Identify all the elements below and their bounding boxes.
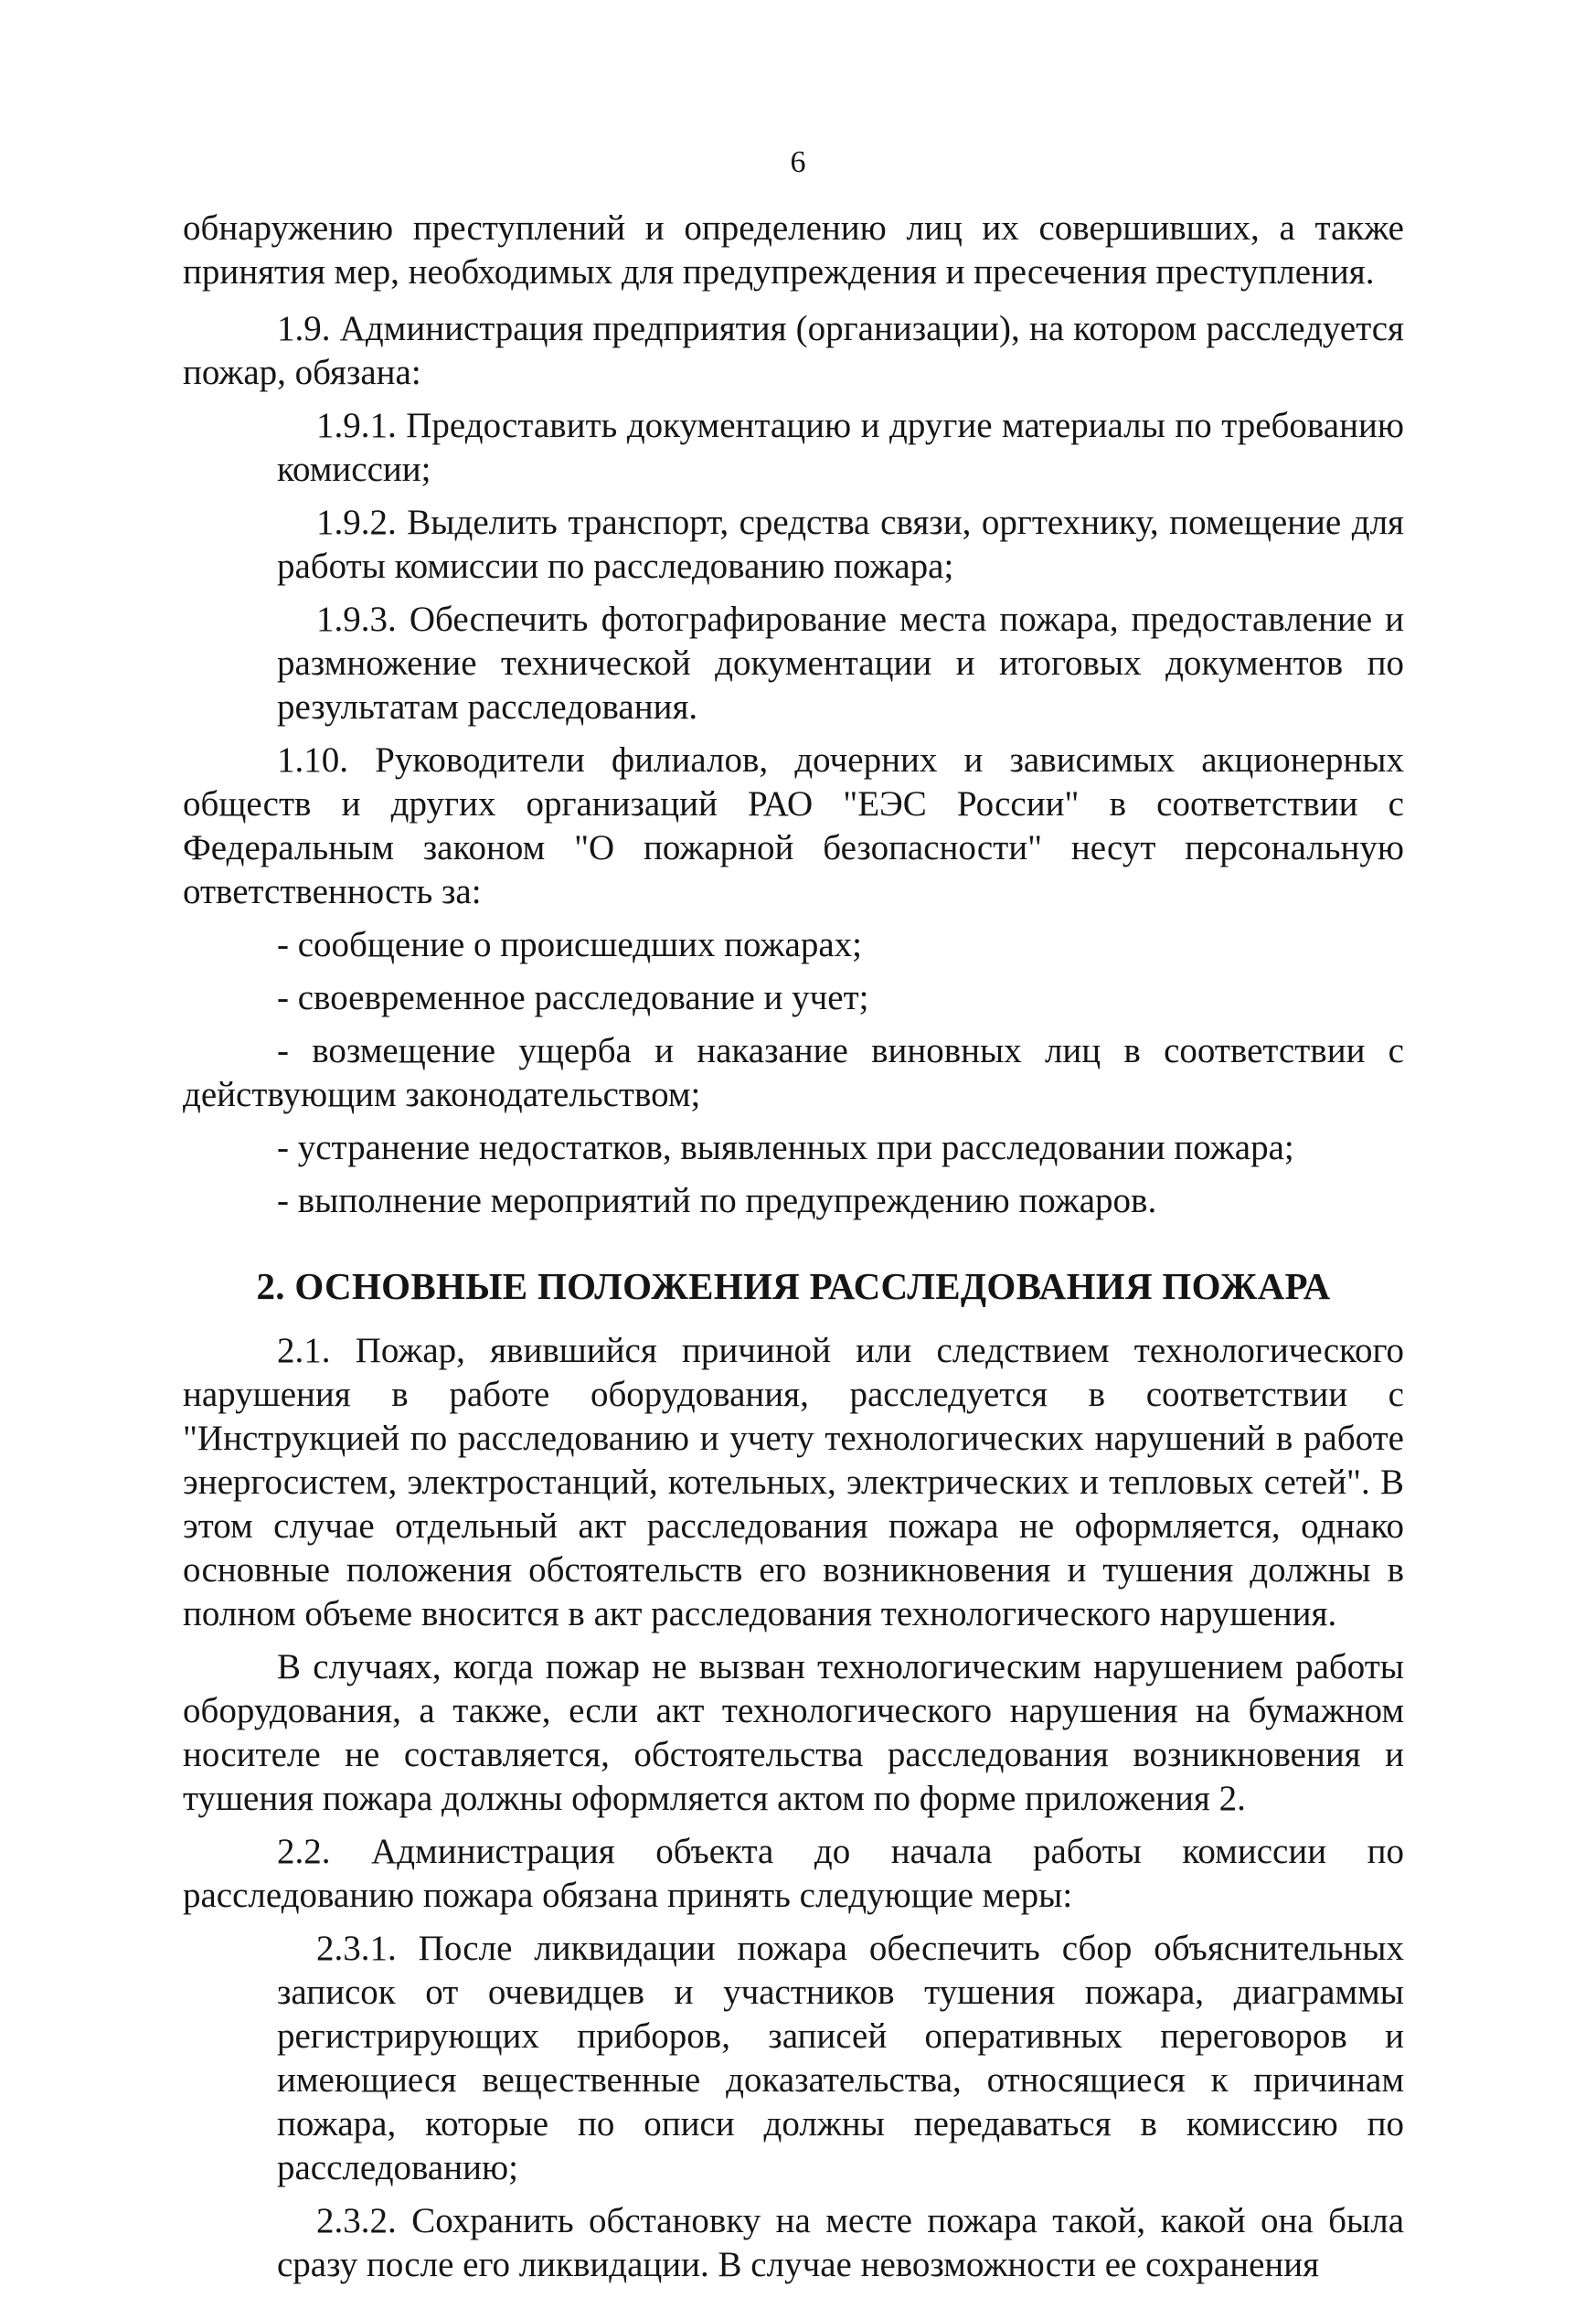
paragraph-1-9-1: 1.9.1. Предоставить документацию и другие материалы по требованию комиссии;	[277, 406, 1404, 489]
responsibility-item: - выполнение мероприятий по предупреждению пожаров.	[277, 1181, 1157, 1220]
paragraph-2-1-continued: В случаях, когда пожар не вызван технологическим нарушением работы оборудования, а также, если акт технологического нарушения на бумажном носителе не составляется, обстоятельства расследования возникновения и тушения пожара должны оформляется актом по форме приложения 2.	[183, 1647, 1404, 1818]
responsibility-item: - сообщение о происшедших пожарах;	[277, 925, 862, 964]
paragraph-1-10: 1.10. Руководители филиалов, дочерних и зависимых акционерных обществ и других организаций РАО "ЕЭС России" в соответствии с Федеральным законом "О пожарной безопасности" несут персональную ответственность за:	[183, 740, 1404, 911]
paragraph-continuation: обнаружению преступлений и определению лиц их совершивших, а также принятия мер, необходимых для предупреждения и пресечения преступления.	[183, 208, 1404, 292]
document-body	[183, 207, 1404, 2287]
responsibility-item: - устранение недостатков, выявленных при расследовании пожара;	[277, 1128, 1294, 1167]
paragraph-2-1: 2.1. Пожар, явившийся причиной или следствием технологического нарушения в работе оборудования, расследуется в соответствии с "Инструкцией по расследованию и учету технологических нарушений в работе энергосистем, электростанций, котельных, электрических и тепловых сетей". В этом случае отдельный акт расследования пожара не оформляется, однако основные положения обстоятельств его возникновения и тушения должны в полном объеме вносится в акт расследования технологического нарушения.	[183, 1331, 1404, 1633]
responsibility-item: - возмещение ущерба и наказание виновных лиц в соответствии с действующим законодательством;	[183, 1031, 1404, 1114]
paragraph-1-9-2: 1.9.2. Выделить транспорт, средства связи, оргтехнику, помещение для работы комиссии по расследованию пожара;	[277, 503, 1404, 586]
responsibility-item: - своевременное расследование и учет;	[277, 978, 869, 1017]
paragraph-2-2: 2.2. Администрация объекта до начала работы комиссии по расследованию пожара обязана принять следующие меры:	[183, 1832, 1404, 1915]
page-number: 6	[790, 145, 806, 179]
paragraph-1-9: 1.9. Администрация предприятия (организации), на котором расследуется пожар, обязана:	[183, 309, 1404, 392]
section-heading: 2. ОСНОВНЫЕ ПОЛОЖЕНИЯ РАССЛЕДОВАНИЯ ПОЖАРА	[256, 1265, 1331, 1307]
paragraph-2-3-2: 2.3.2. Сохранить обстановку на месте пожара такой, какой она была сразу после его ликвидации. В случае невозможности ее сохранения	[277, 2201, 1404, 2284]
paragraph-2-3-1: 2.3.1. После ликвидации пожара обеспечить сбор объяснительных записок от очевидцев и участников тушения пожара, диаграммы регистрирующих приборов, записей оперативных переговоров и имеющиеся вещественные доказательства, относящиеся к причинам пожара, которые по описи должны передаваться в комиссию по расследованию;	[277, 1929, 1404, 2187]
paragraph-1-9-3: 1.9.3. Обеспечить фотографирование места пожара, предоставление и размножение технической документации и итоговых документов по результатам расследования.	[277, 600, 1404, 727]
